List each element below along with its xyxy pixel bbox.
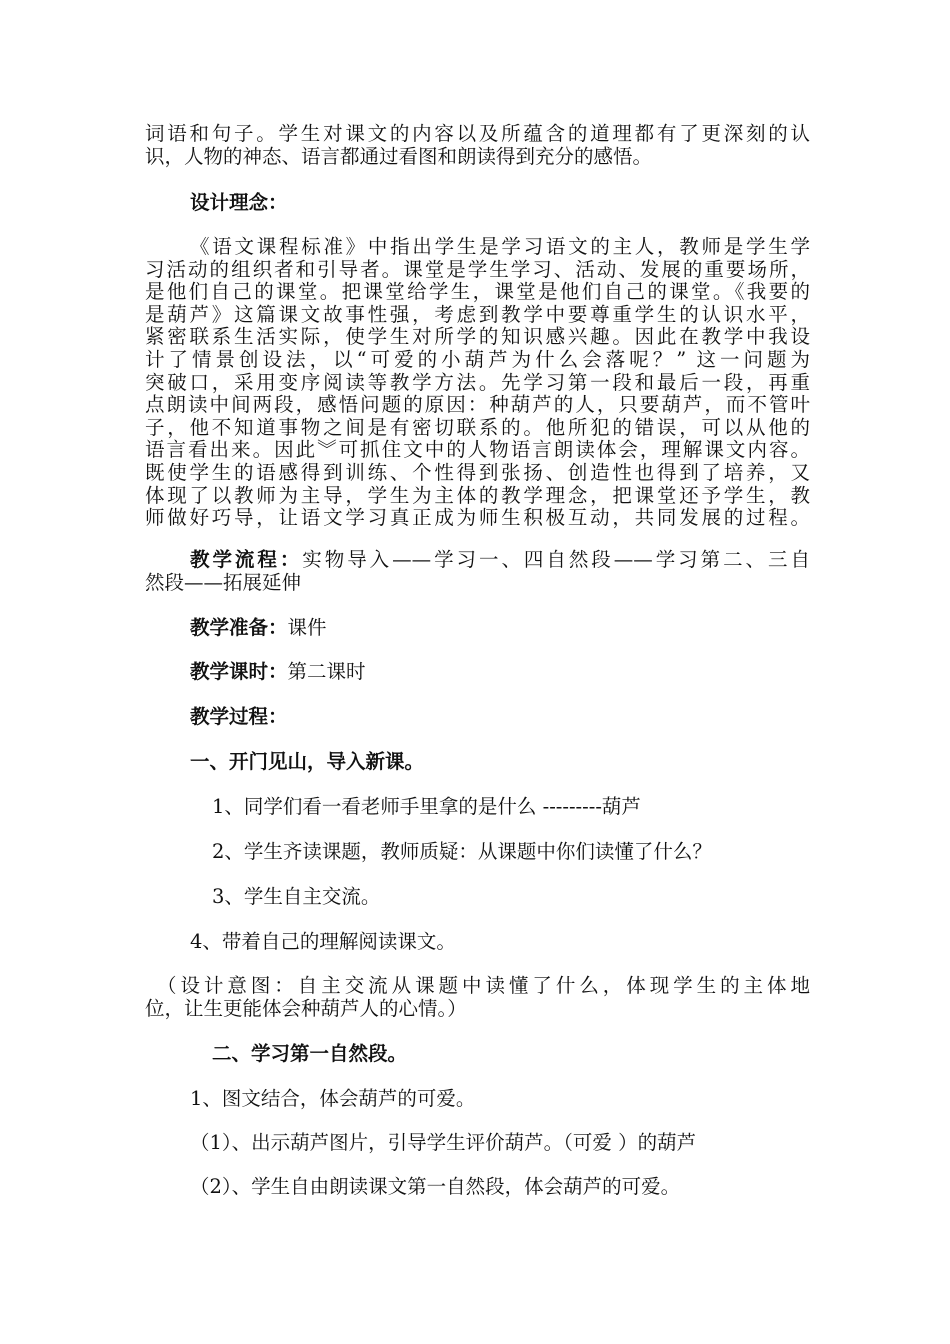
- design-intent-note: [145, 975, 810, 1020]
- section1-item: 4、带着自己的理解阅读课文。: [190, 930, 456, 953]
- paragraph-line: 是葫芦》这篇课文故事性强，考虑到教学中要尊重学生的认识水平，: [145, 302, 810, 326]
- intro-line: 词语和句子。学生对课文的内容以及所蕴含的道理都有了更深刻的认: [145, 122, 810, 145]
- paragraph-line: 体现了以教师为主导，学生为主体的教学理念，把课堂还予学生，教: [145, 483, 810, 507]
- design-concept-paragraph: [145, 236, 810, 530]
- section2-heading: 二、学习第一自然段。: [212, 1042, 408, 1065]
- section2-item: 1、图文结合，体会葫芦的可爱。: [190, 1087, 476, 1110]
- section1-item: 3、学生自主交流。: [212, 885, 381, 908]
- teaching-flow-line2: 然段——拓展延伸: [145, 570, 302, 594]
- teaching-prep-value: 课件: [287, 616, 327, 639]
- teaching-flow-value: 实物导入——学习一、四自然段——学习第二、三自: [302, 548, 810, 571]
- paragraph-line: 是他们自己的课堂。把课堂给学生，课堂是他们自己的课堂。《我要的: [145, 280, 810, 304]
- section1-item: 2、学生齐读课题，教师质疑：从课题中你们读懂了什么？: [212, 840, 712, 863]
- paragraph-line: 《语文课程标准》中指出学生是学习语文的主人，教师是学生学: [190, 235, 810, 258]
- teaching-flow: [145, 549, 810, 594]
- intro-line: 识，人物的神态、语言都通过看图和朗读得到充分的感悟。: [145, 144, 653, 168]
- paragraph-line: 子，他不知道事物之间是有密切联系的。他所犯的错误，可以从他的: [145, 415, 810, 439]
- design-intent-line: 位，让生更能体会种葫芦人的心情。）: [145, 996, 467, 1020]
- teaching-prep: [190, 617, 855, 640]
- teaching-hours: [190, 661, 855, 684]
- paragraph-line: 紧密联系生活实际，使学生对所学的知识感兴趣。因此在教学中我设: [145, 325, 810, 349]
- paragraph-line: 点朗读中间两段，感悟问题的原因：种葫芦的人，只要葫芦，而不管叶: [145, 393, 810, 417]
- section2-subitem: （1）、出示葫芦图片，引导学生评价葫芦。（可爱 ）的葫芦: [190, 1131, 697, 1154]
- section2-subitem: （2）、学生自由朗读课文第一自然段，体会葫芦的可爱。: [190, 1175, 681, 1198]
- paragraph-line: 突破口，采用变序阅读等教学方法。先学习第一段和最后一段，再重: [145, 370, 810, 394]
- teaching-prep-label: 教学准备：: [190, 616, 288, 639]
- paragraph-line: 语言看出来。因此︾可抓住文中的人物语言朗读体会，理解课文内容。: [145, 438, 810, 462]
- section1-heading: 一、开门见山，导入新课。: [190, 750, 425, 773]
- teaching-hours-value: 第二课时: [287, 660, 366, 683]
- paragraph-line: 习活动的组织者和引导者。课堂是学生学习、活动、发展的重要场所，: [145, 257, 810, 281]
- teaching-process-heading: 教学过程：: [190, 705, 288, 728]
- paragraph-line: 师做好巧导，让语文学习真正成为师生积极互动，共同发展的过程。: [145, 506, 810, 530]
- paragraph-line: 计了情景创设法，以“可爱的小葫芦为什么会落呢？” 这一问题为: [145, 347, 810, 371]
- intro-paragraph: [145, 123, 810, 168]
- paragraph-line: 既使学生的语感得到训练、个性得到张扬、创造性也得到了培养，又: [145, 460, 810, 484]
- teaching-flow-label: 教学流程：: [190, 548, 303, 571]
- teaching-hours-label: 教学课时：: [190, 660, 288, 683]
- design-concept-heading: 设计理念：: [190, 191, 288, 214]
- design-intent-line: （设计意图：自主交流从课题中读懂了什么，体现学生的主体地: [157, 974, 810, 997]
- teaching-flow-line: [145, 549, 810, 572]
- section1-item: 1、同学们看一看老师手里拿的是什么 ---------葫芦: [212, 795, 641, 818]
